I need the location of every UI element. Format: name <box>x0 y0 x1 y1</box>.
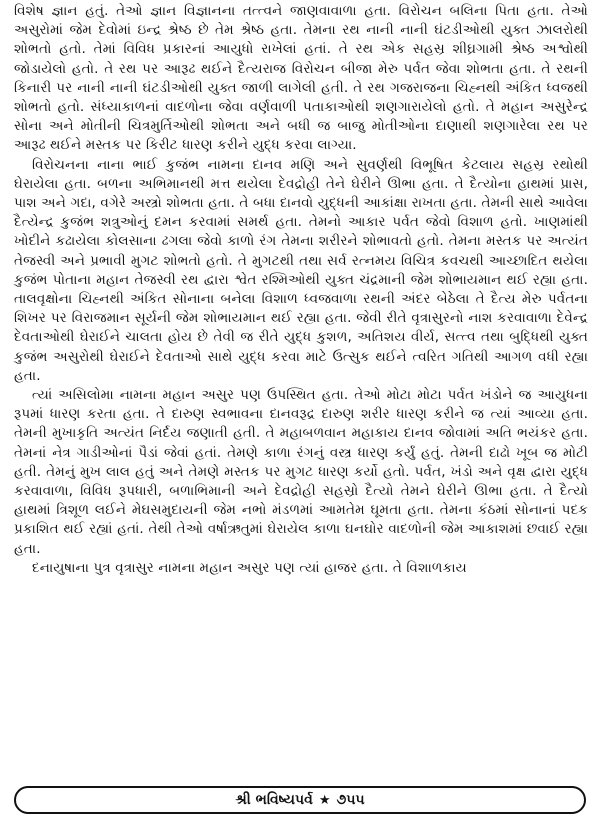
star-icon: ★ <box>318 792 331 808</box>
page-footer <box>14 786 586 814</box>
page-number: ૭૫૫ <box>336 792 365 808</box>
paragraph-2: વિરોચનના નાના ભાઈ કુજંભ નામના દાનવ મણિ અને સુવર્ણથી વિભૂષિત કેટલાય સહસ્ર રથોથી ઘેરાયેલા હતા. બળના અભિમાનથી મત્ત થયેલા દેવદ્રોહી તેને ઘેરીને ઊભા હતા. તે દૈત્યોના હાથમાં પ્રાસ, પાશ અને ગદા, વગેરે અસ્ત્રો શોભતા હતા. તે બધા દાનવો યુદ્ધની આકાંક્ષા રાખતા હતા. તેમની સાથે આવેલા દૈત્યેન્દ્ર કુજંભ શત્રુઓનું દમન કરવામાં સમર્થ હતા. તેમનો આકાર પર્વત જેવો વિશાળ હતો. ખાણમાંથી ખોદીને કઢાયેલા કોલસાના ઢગલા જેવો કાળો રંગ તેમના શરીરને શોભાવતો હતો. તેમના મસ્તક પર અત્યંત તેજસ્વી અને પ્રભાવી મુગટ શોભતો હતો. તે મુગટથી તથા સર્વ રત્નમય વિચિત્ર કવચથી આચ્છાદિત થયેલા કુજંભ પોતાના મહાન તેજસ્વી રથ દ્વારા શ્વેત રશ્મિઓથી યુક્ત ચંદ્રમાની જેમ શોભાયમાન થઈ રહ્યા હતા. તાલવૃક્ષોના ચિહ્નથી અંકિત સોનાના બનેલા વિશાળ ધ્વજવાળા રથની અંદર બેઠેલા તે દૈત્ય મેરુ પર્વતના શિખર પર વિરાજમાન સૂર્યની જેમ શોભાયમાન થઈ રહ્યા હતા. જેવી રીતે વૃત્રાસુરનો નાશ કરવાવાળા દેવેન્દ્ર દેવતાઓથી ઘેરાઈને ચાલતા હોય છે તેવી જ રીતે યુદ્ધ કુશળ, અતિશય વીર્ય, સત્ત્વ તથા બુદ્ધિથી યુક્ત કુજંભ અસુરોથી ઘેરાઈને દેવતાઓ સાથે યુદ્ધ કરવા માટે ઉત્સુક થઈને ત્વરિત ગતિથી આગળ વધી રહ્યા હતા. <box>14 156 588 384</box>
paragraph-1: વિશેષ જ્ઞાન હતું. તેઓ જ્ઞાન વિજ્ઞાનના તત્ત્વને જાણવાવાળા હતા. વિરોચન બલિના પિતા હતા. તેઓ અસુરોમાં જેમ દેવોમાં ઇન્દ્ર શ્રેષ્ઠ છે તેમ શ્રેષ્ઠ હતા. તેમના રથ નાની નાની ઘંટડીઓથી યુક્ત ઝાલરોથી શોભતો હતો. તેમાં વિવિધ પ્રકારનાં આયુધો રાખેલાં હતાં. તે રથ એક સહસ્ર શીઘ્રગામી શ્રેષ્ઠ અશ્વોથી જોડાયેલો હતો. તે રથ પર આરૂઢ થઈને દૈત્યરાજ વિરોચન બીજા મેરુ પર્વત જેવા શોભતા હતા. તે રથની કિનારી પર નાની નાની ઘંટડીઓથી યુક્ત જાળી લાગેલી હતી. તે રથ ગજરાજના ચિહ્નથી અંકિત ધ્વજથી શોભતો હતો. સંધ્યાકાળનાં વાદળોના જેવા વર્ણવાળી પતાકાઓથી શણગારાયેલો હતો. તે મહાન અસુરેન્દ્ર સોના અને મોતીની ચિત્રમુર્તિઓથી શોભતા અને બધી જ બાજુ મોતીઓના દાણાથી શણગારેલા રથ પર આરૂઢ થઈને મસ્તક પર કિરીટ ધારણ કરીને યુદ્ધ કરવા લાગ્યા. <box>14 3 588 154</box>
book-title: શ્રી ભવિષ્યપર્વ <box>235 792 313 808</box>
page-body <box>14 2 588 772</box>
paragraph-3: ત્યાં અસિલોમા નામના મહાન અસુર પણ ઉપસ્થિત હતા. તેઓ મોટા મોટા પર્વત ખંડોને જ આયુધના રૂપમાં ધારણ કરતા હતા. તે દારુણ સ્વભાવના દાનવરૂદ્ર દારુણ શરીર ધારણ કરીને જ ત્યાં આવ્યા હતા. તેમની મુખાકૃતિ અત્યંત નિર્દય જણાતી હતી. તે મહાબળવાન મહાકાય દાનવ જોવામાં અતિ ભયંકર હતા. તેમનાં નેત્ર ગાડીઓનાં પૈડાં જેવાં હતાં. તેમણે કાળા રંગનું વસ્ત્ર ધારણ કર્યું હતું. તેમની દાઢો ખૂબ જ મોટી હતી. તેમનું મુખ લાલ હતું અને તેમણે મસ્તક પર મુગટ ધારણ કર્યો હતો. પર્વત, ખંડો અને વૃક્ષ દ્વારા યુદ્ધ કરવાવાળા, વિવિધ રૂપધારી, બળાભિમાની અને દેવદ્રોહી સહસ્રો દૈત્યો તેમને ઘેરીને ઊભા હતા. તે દૈત્યો હાથમાં ત્રિશૂળ લઈને મેઘસમુદાયની જેમ નભો મંડળમાં આમતેમ ઘૂમતા હતા. તેમના કંઠમાં સોનાનાં પદક પ્રકાશિત થઈ રહ્યાં હતાં. તેથી તેઓ વર્ષાઋતુમાં ઘેરાયેલ કાળા ઘનઘોર વાદળોની જેમ આકાશમાં છવાઈ રહ્યા હતા. <box>14 387 588 557</box>
paragraph-4: દનાયુષાના પુત્ર વૃત્રાસુર નામના મહાન અસુર પણ ત્યાં હાજર હતા. તે વિશાળકાય <box>32 559 467 576</box>
footer-label <box>235 792 364 808</box>
